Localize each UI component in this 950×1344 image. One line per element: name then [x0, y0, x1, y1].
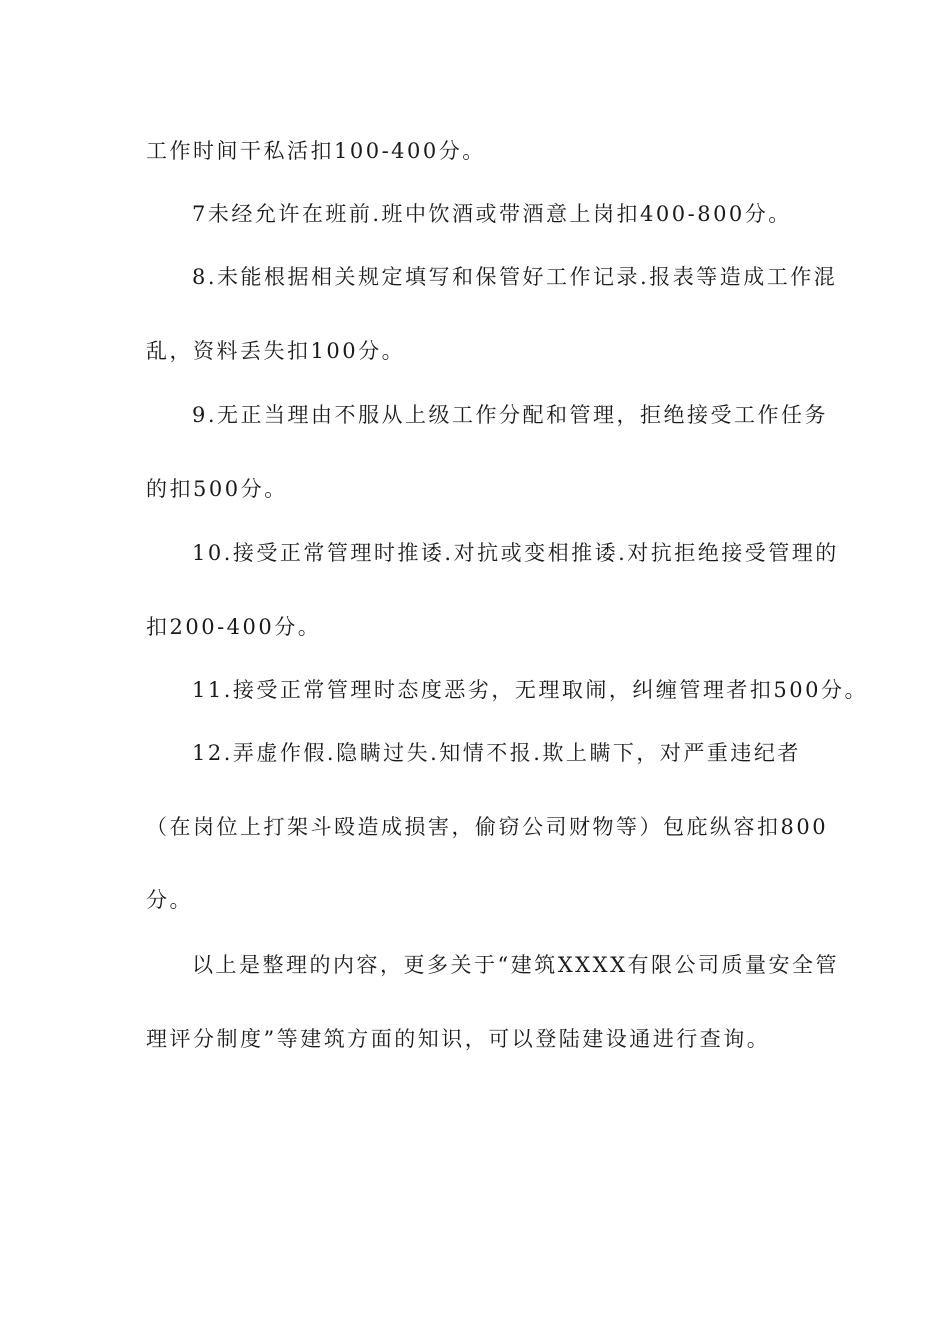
text-line: 7未经允许在班前.班中饮酒或带酒意上岗扣400-800分。: [192, 202, 792, 226]
text-line: 11.接受正常管理时态度恶劣，无理取闹，纠缠管理者扣500分。: [192, 678, 868, 702]
text-line: 分。: [146, 888, 193, 912]
text-line: 8.未能根据相关规定填写和保管好工作记录.报表等造成工作混: [192, 265, 838, 289]
text-line: 扣200-400分。: [146, 615, 322, 639]
text-line: 9.无正当理由不服从上级工作分配和管理，拒绝接受工作任务: [192, 403, 829, 427]
text-line: （在岗位上打架斗殴造成损害，偷窃公司财物等）包庇纵容扣800: [146, 815, 829, 839]
text-line: 以上是整理的内容，更多关于“建筑XXXX有限公司质量安全管: [192, 953, 840, 977]
text-line: 12.弄虚作假.隐瞒过失.知情不报.欺上瞒下，对严重违纪者: [192, 741, 801, 765]
text-line: 乱，资料丢失扣100分。: [146, 339, 406, 363]
text-line: 10.接受正常管理时推诿.对抗或变相推诿.对抗拒绝接受管理的: [192, 541, 839, 565]
text-line: 的扣500分。: [146, 477, 288, 501]
text-line: 理评分制度”等建筑方面的知识，可以登陆建设通进行查询。: [146, 1027, 771, 1051]
text-line: 工作时间干私活扣100-400分。: [146, 139, 486, 163]
